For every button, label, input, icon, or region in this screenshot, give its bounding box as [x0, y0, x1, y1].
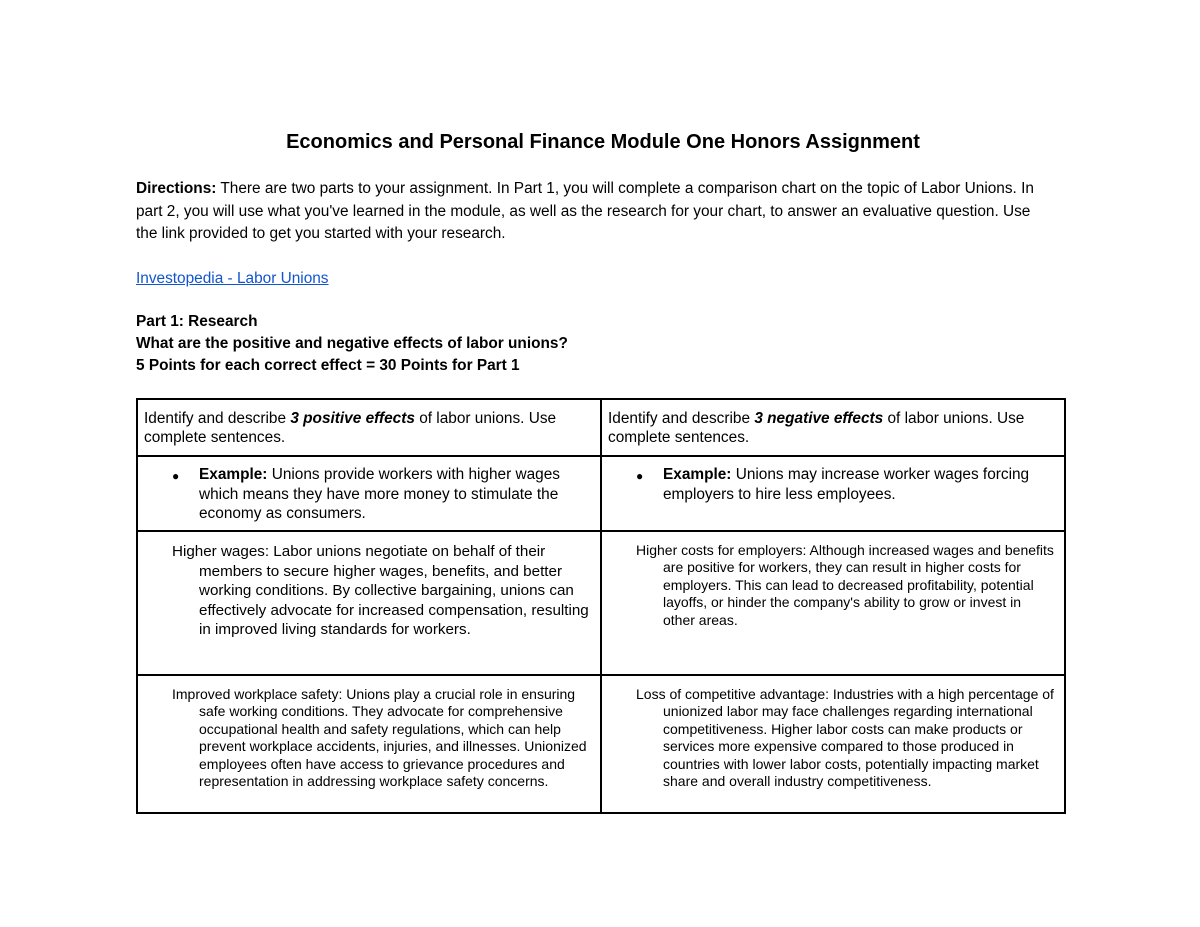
bullet-icon: ●	[636, 469, 644, 483]
negative-effect-1-cell[interactable]	[601, 531, 1065, 675]
example-text: Unions may increase worker wages forcing employers to hire less employees.	[663, 466, 1030, 503]
positive-effect-1-cell[interactable]	[137, 531, 601, 675]
header-emphasis: 3 positive effects	[290, 410, 415, 427]
part1-section	[136, 311, 1066, 378]
part1-heading: Part 1: Research	[136, 312, 258, 330]
comparison-chart	[136, 398, 1066, 814]
directions-paragraph	[136, 178, 1056, 246]
example-label: Example:	[663, 466, 732, 483]
document-title: Economics and Personal Finance Module One Honors Assignment	[286, 131, 920, 153]
example-text: Unions provide workers with higher wages which means they have more money to stimulate the economy as consumers.	[199, 466, 560, 522]
positive-effects-header	[137, 399, 601, 456]
negative-effect-2-text: Loss of competitive advantage: Industries with a high percentage of unionized labor may face challenges regarding international competitiveness. Higher labor costs can make products or services more expensive compared to those produced in countries with lower labor costs, potentially impacting market share and overall industry competitiveness.	[636, 686, 1054, 790]
directions-label: Directions:	[136, 180, 217, 197]
positive-example-cell[interactable]	[137, 456, 601, 531]
header-text: of labor unions. Use complete sentences.	[608, 410, 1025, 446]
chart-entry-row	[137, 675, 1065, 813]
positive-effect-1-text: Higher wages: Labor unions negotiate on behalf of their members to secure higher wages, benefits, and better working conditions. By collective bargaining, unions can effectively advocate for increased compensation, resulting in improved living standards for workers.	[172, 543, 589, 638]
bullet-icon: ●	[172, 469, 180, 483]
chart-header-row	[137, 399, 1065, 456]
negative-effect-2-cell[interactable]	[601, 675, 1065, 813]
negative-effects-header	[601, 399, 1065, 456]
header-text: Identify and describe	[608, 410, 755, 427]
directions-text: There are two parts to your assignment. In Part 1, you will complete a comparison chart on the topic of Labor Unions. In part 2, you will use what you've learned in the module, as well as the research for your chart, to answer an evaluative question. Use the link provided to get you started with your research.	[136, 180, 1034, 243]
header-text: of labor unions. Use complete sentences.	[144, 410, 557, 446]
header-text: Identify and describe	[144, 410, 291, 427]
part1-question: What are the positive and negative effects of labor unions?	[136, 335, 568, 353]
negative-effect-1-text: Higher costs for employers: Although increased wages and benefits are positive for workers, they can result in higher costs for employers. This can lead to decreased profitability, potential layoffs, or hinder the company's ability to grow or invest in other areas.	[636, 542, 1054, 628]
example-label: Example:	[199, 466, 268, 483]
positive-effect-2-cell[interactable]	[137, 675, 601, 813]
investopedia-link[interactable]: Investopedia - Labor Unions	[136, 269, 329, 287]
negative-example-cell[interactable]	[601, 456, 1065, 531]
positive-effect-2-text: Improved workplace safety: Unions play a crucial role in ensuring safe working conditions. They advocate for comprehensive occupational health and safety regulations, which can help prevent workplace accidents, injuries, and illnesses. Unionized employees often have access to grievance procedures and representation in addressing workplace safety concerns.	[172, 686, 587, 790]
header-emphasis: 3 negative effects	[754, 410, 884, 427]
document-page	[136, 128, 1066, 790]
part1-points: 5 Points for each correct effect = 30 Points for Part 1	[136, 357, 520, 375]
chart-entry-row	[137, 531, 1065, 675]
chart-example-row	[137, 456, 1065, 531]
